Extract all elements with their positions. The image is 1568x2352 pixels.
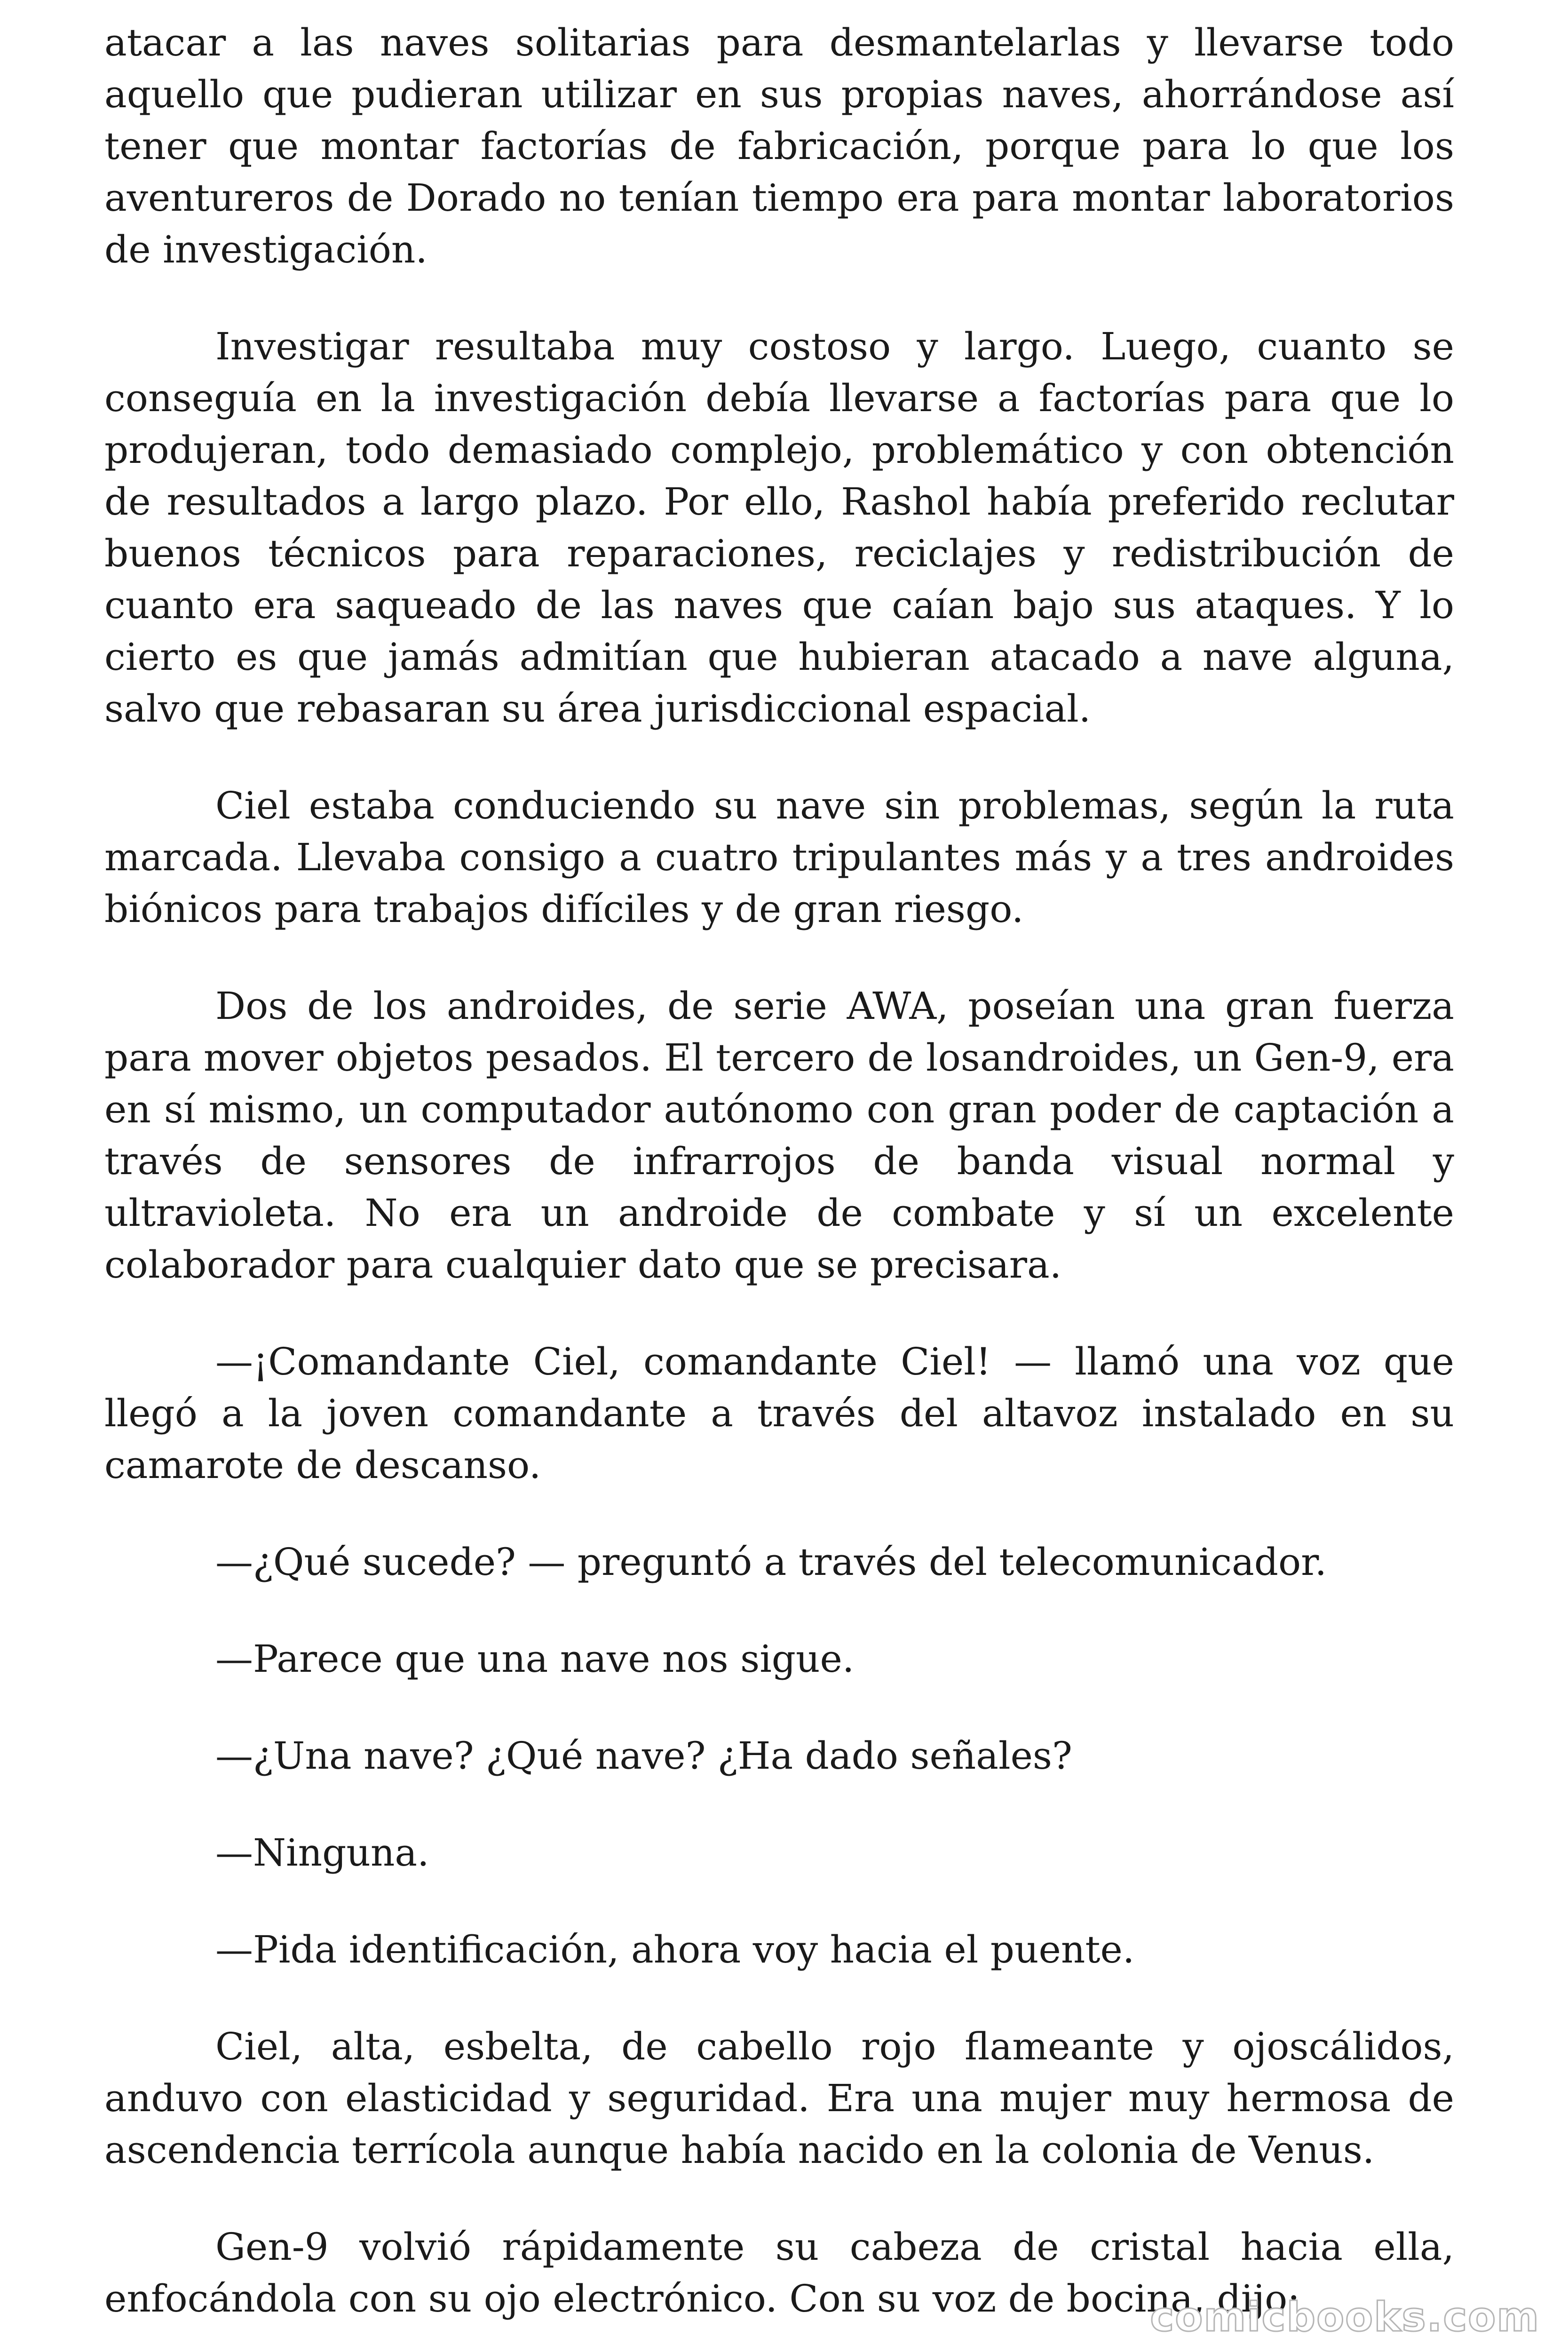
paragraph-4: Dos de los androides, de serie AWA, poseían una gran fuerza para mover objetos pesados. El tercero de losandroides, un Gen-9, era en sí mismo, un computador autónomo con gran poder de captación a través de sensores de infrarrojos de banda visual normal y ultravioleta. No era un androide de combate y sí un excelente colaborador para cualquier dato que se precisara. [104,984,1454,1287]
paragraph-5: —¡Comandante Ciel, comandante Ciel! — llamó una voz que llegó a la joven comandante a través del altavoz instalado en su camarote de descanso. [104,1340,1454,1487]
paragraph-9: —Ninguna. [215,1831,429,1875]
paragraph-7: —Parece que una nave nos sigue. [215,1637,855,1681]
paragraph-10: —Pida identificación, ahora voy hacia el puente. [215,1928,1135,1971]
watermark: comicbooks.com [1150,2294,1540,2341]
paragraph-12: Gen-9 volvió rápidamente su cabeza de cristal hacia ella, enfocándola con su ojo electrónico. Con su voz de bocina, dijo: [104,2225,1454,2320]
paragraph-11: Ciel, alta, esbelta, de cabello rojo flameante y ojoscálidos, anduvo con elasticidad y seguridad. Era una mujer muy hermosa de ascendencia terrícola aunque había nacido en la colonia de Venus. [104,2025,1454,2172]
paragraph-8: —¿Una nave? ¿Qué nave? ¿Ha dado señales? [215,1734,1072,1778]
paragraph-6: —¿Qué sucede? — preguntó a través del telecomunicador. [215,1540,1327,1584]
paragraph-1: atacar a las naves solitarias para desmantelarlas y llevarse todo aquello que pudieran utilizar en sus propias naves, ahorrándose así tener que montar factorías de fabricación, porque para lo que los aventureros de Dorado no tenían tiempo era para montar laboratorios de investigación. [104,21,1454,271]
paragraph-3: Ciel estaba conduciendo su nave sin problemas, según la ruta marcada. Llevaba consigo a cuatro tripulantes más y a tres androides biónicos para trabajos difíciles y de gran riesgo. [104,784,1454,931]
paragraph-2: Investigar resultaba muy costoso y largo. Luego, cuanto se conseguía en la investigación debía llevarse a factorías para que lo produjeran, todo demasiado complejo, problemático y con obtención de resultados a largo plazo. Por ello, Rashol había preferido reclutar buenos técnicos para reparaciones, reciclajes y redistribución de cuanto era saqueado de las naves que caían bajo sus ataques. Y lo cierto es que jamás admitían que hubieran atacado a nave alguna, salvo que rebasaran su área jurisdiccional espacial. [104,325,1454,731]
page-text [104,17,1454,2325]
